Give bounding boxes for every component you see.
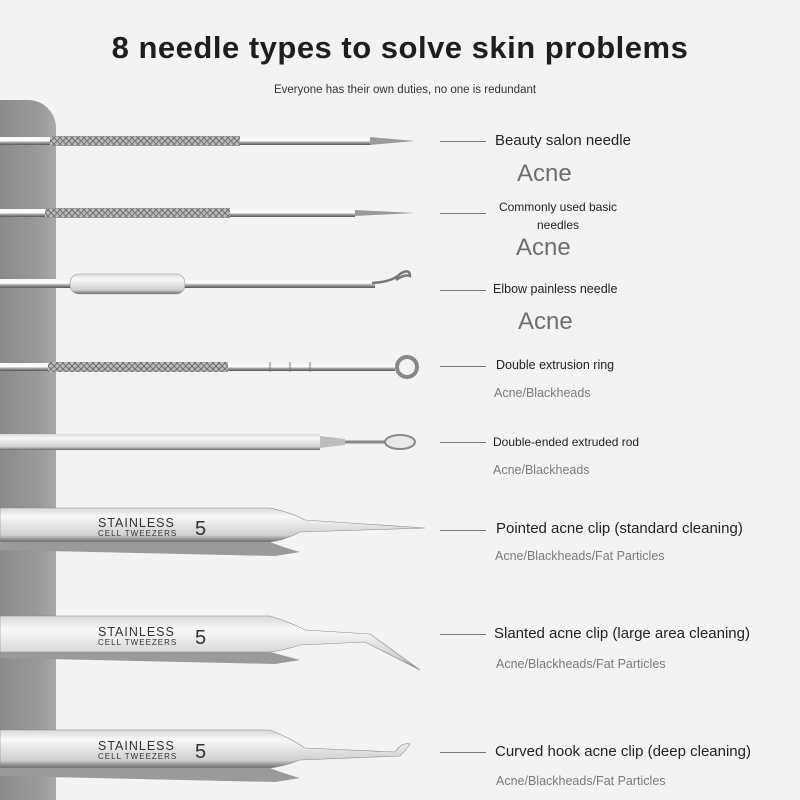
tweezer-brand-mark: 5	[195, 627, 207, 649]
tool-pointed-clip	[0, 508, 425, 556]
tool-name: Slanted acne clip (large area cleaning)	[494, 625, 750, 642]
leader-line	[440, 634, 486, 635]
tool-use: Acne	[518, 308, 573, 335]
tool-curved-hook-clip	[0, 730, 410, 782]
tweezer-brand-line2: CELL TWEEZERS	[98, 752, 178, 761]
tool-name: Pointed acne clip (standard cleaning)	[496, 520, 743, 537]
tool-use: Acne/Blackheads	[494, 386, 591, 400]
tweezer-brand-line1: STAINLESS	[98, 625, 175, 639]
tool-name: Curved hook acne clip (deep cleaning)	[495, 743, 751, 760]
tool-use: Acne/Blackheads/Fat Particles	[496, 657, 666, 671]
tweezer-brand-line2: CELL TWEEZERS	[98, 529, 178, 538]
tweezer-brand-line2: CELL TWEEZERS	[98, 638, 178, 647]
tool-extruded-rod	[0, 434, 415, 450]
tool-slanted-clip	[0, 616, 420, 670]
tool-use: Acne/Blackheads	[493, 463, 590, 477]
leader-line	[440, 213, 486, 214]
tool-name: Elbow painless needle	[493, 282, 618, 296]
tool-use: Acne/Blackheads/Fat Particles	[496, 774, 666, 788]
tweezer-brand-line1: STAINLESS	[98, 739, 175, 753]
leader-line	[440, 290, 486, 291]
tool-basic-needle	[0, 208, 415, 218]
leader-line	[440, 752, 486, 753]
tool-beauty-salon-needle	[0, 136, 415, 146]
leader-line	[440, 366, 486, 367]
tool-use: Acne	[517, 160, 572, 187]
tweezer-brand-mark: 5	[195, 518, 207, 540]
leader-line	[440, 530, 486, 531]
tweezer-brand-line1: STAINLESS	[98, 516, 175, 530]
tool-elbow-needle	[0, 271, 410, 294]
tweezer-brand-mark: 5	[195, 741, 207, 763]
tool-extrusion-ring	[0, 357, 417, 377]
tool-name: Commonly used basic needles	[498, 200, 618, 232]
tool-name: Beauty salon needle	[495, 132, 631, 149]
leader-line	[440, 141, 486, 142]
tool-use: Acne	[516, 234, 571, 261]
tool-name: Double extrusion ring	[496, 358, 615, 372]
tool-use: Acne/Blackheads/Fat Particles	[495, 549, 665, 563]
page-title: 8 needle types to solve skin problems	[111, 30, 689, 65]
tool-name: Double-ended extruded rod	[493, 435, 640, 449]
leader-line	[440, 442, 486, 443]
page-subtitle: Everyone has their own duties, no one is redundant	[273, 84, 537, 96]
